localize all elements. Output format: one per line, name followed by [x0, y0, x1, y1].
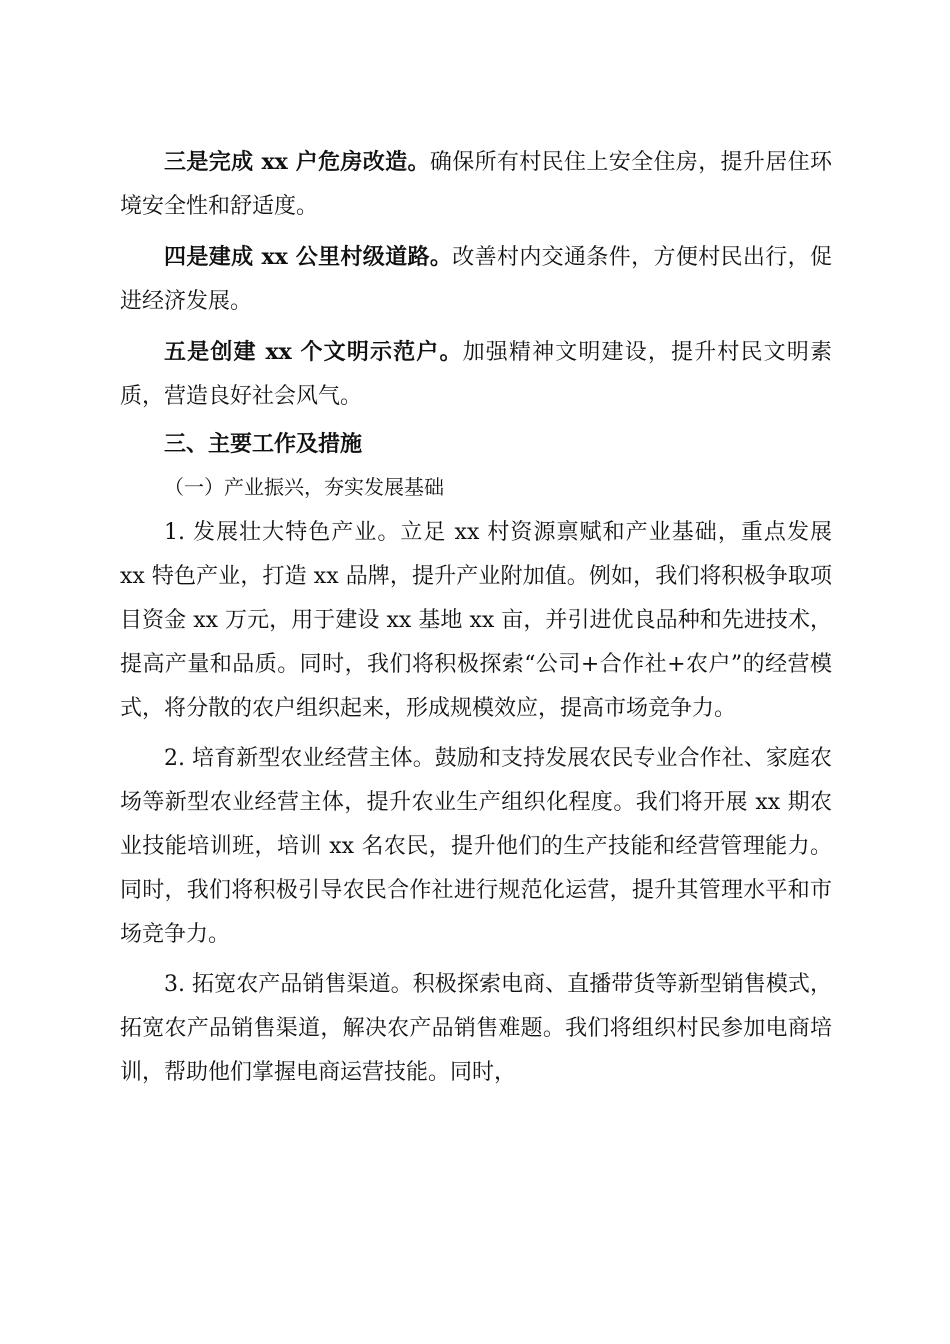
section-title: 三、主要工作及措施: [164, 432, 363, 457]
goal-body: 改善村内交通条件，方便村民出行，促进经济发展。: [120, 245, 832, 314]
measure-paragraph: 3. 拓宽农产品销售渠道。积极探索电商、直播带货等新型销售模式，拓宽农产品销售渠道，解决农产品销售难题。我们将组织村民参加电商培训，帮助他们掌握电商运营技能。同时，: [120, 972, 832, 1085]
goal-lead: 三是完成 xx 户危房改造。: [164, 149, 430, 175]
goal-body: 确保所有村民住上安全住房，提升居住环境安全性和舒适度。: [120, 150, 832, 219]
goal-lead: 四是建成 xx 公里村级道路。: [164, 244, 453, 270]
goal-paragraph: [120, 140, 832, 229]
subsection-title: （一）产业振兴，夯实发展基础: [164, 475, 444, 499]
document-body: [120, 140, 832, 1095]
goal-lead: 五是创建 xx 个文明示范户。: [164, 339, 463, 365]
goal-paragraph: [120, 330, 832, 419]
measure-paragraph: 1. 发展壮大特色产业。立足 xx 村资源禀赋和产业基础，重点发展 xx 特色产业，打造 xx 品牌，提升产业附加值。例如，我们将积极争取项目资金 xx 万元，用于建设 xx 基地 xx 亩，并引进优良品种和先进技术，提高产量和品质。同时，我们将积极探索“公司+合作社+农户”的经营模式，将分散的农户组织起来，形成规模效应，提高市场竞争力。: [120, 520, 832, 721]
goal-body: 加强精神文明建设，提升村民文明素质，营造良好社会风气。: [120, 340, 832, 409]
measure-paragraph: 2. 培育新型农业经营主体。鼓励和支持发展农民专业合作社、家庭农场等新型农业经营主体，提升农业生产组织化程度。我们将开展 xx 期农业技能培训班，培训 xx 名农民，提升他们的生产技能和经营管理能力。同时，我们将积极引导农民合作社进行规范化运营，提升其管理水平和市场竞争力。: [120, 746, 832, 947]
goal-paragraph: [120, 235, 832, 324]
